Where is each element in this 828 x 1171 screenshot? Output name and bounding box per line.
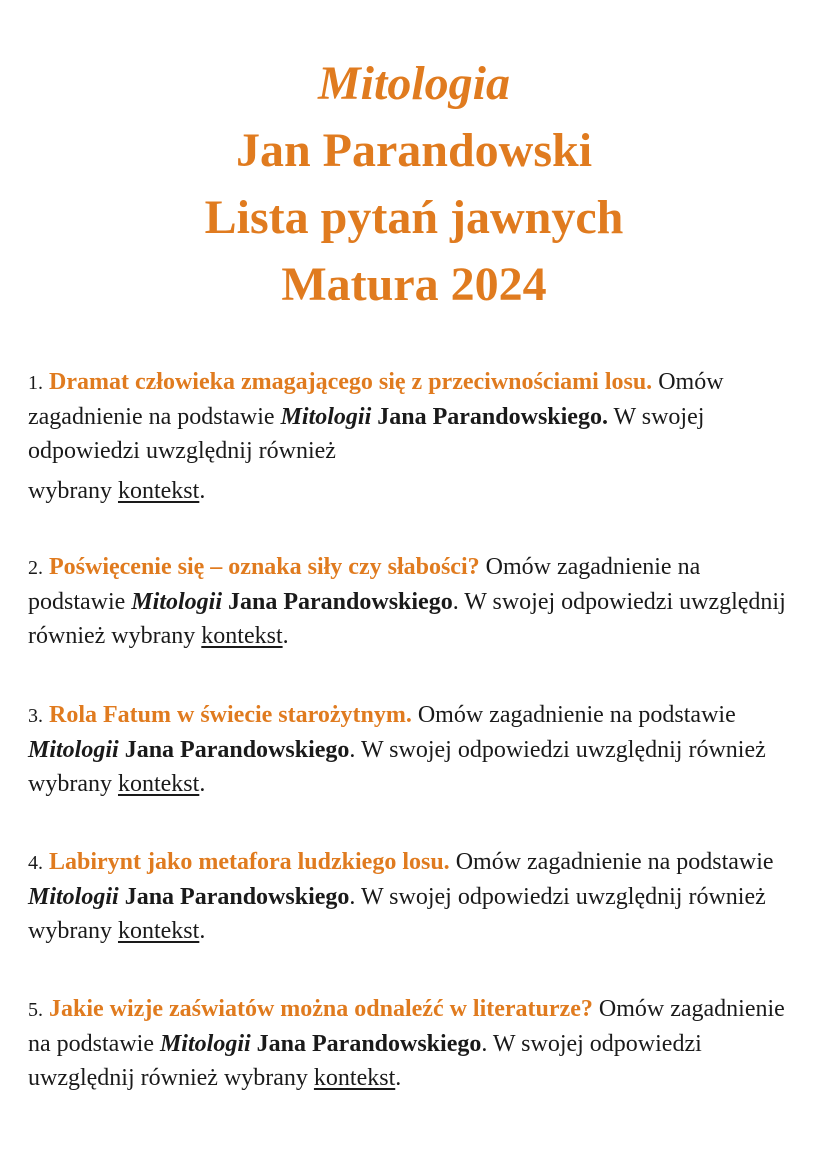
author-name: Jana Parandowskiego xyxy=(124,884,350,910)
context-word: kontekst xyxy=(117,918,200,944)
title-subject: Lista pytań jawnych xyxy=(204,191,624,244)
question-number: 4. xyxy=(28,852,43,874)
context-word: kontekst xyxy=(117,771,200,797)
question-2 xyxy=(28,550,800,653)
author-name: Jana Parandowskiego. xyxy=(377,404,608,430)
question-1 xyxy=(28,365,800,508)
sentence-end: . xyxy=(282,623,289,649)
question-5 xyxy=(28,992,800,1095)
question-instruction: . W swojej odpowiedzi uwzględnij również xyxy=(28,1031,702,1091)
question-instruction: W swojej odpowiedzi uwzględnij również xyxy=(28,404,705,464)
sentence-end: . xyxy=(199,771,206,797)
work-title: Mitologii xyxy=(280,404,372,430)
question-3 xyxy=(28,698,800,801)
sentence-end: . xyxy=(199,918,206,944)
question-prompt: Omów zagadnienie na podstawie xyxy=(455,849,774,875)
title-author: Jan Parandowski xyxy=(235,124,593,177)
question-instruction: . W swojej odpowiedzi uwzględnij również wybrany xyxy=(28,737,766,797)
question-instruction-end: wybrany xyxy=(28,478,112,504)
title-work: Mitologia xyxy=(317,57,511,110)
author-name: Jana Parandowskiego xyxy=(228,589,453,615)
question-prompt: Omów zagadnienie na podstawie xyxy=(28,369,724,430)
question-instruction: . W swojej odpowiedzi uwzględnij również wybrany xyxy=(28,884,766,944)
question-number: 2. xyxy=(28,557,43,579)
work-title: Mitologii xyxy=(131,589,222,615)
work-title: Mitologii xyxy=(159,1031,251,1057)
title-exam: Matura 2024 xyxy=(281,258,547,311)
question-headline: Labirynt jako metafora ludzkiego losu. xyxy=(49,849,450,875)
question-number: 3. xyxy=(28,705,43,727)
question-headline: Jakie wizje zaświatów można odnaleźć w literaturze? xyxy=(49,996,593,1022)
question-prompt: Omów zagadnienie na podstawie xyxy=(417,702,736,728)
question-instruction: . W swojej odpowiedzi uwzględnij również wybrany xyxy=(28,589,786,649)
author-name: Jana Parandowskiego xyxy=(124,737,350,763)
question-headline: Poświęcenie się – oznaka siły czy słabości? xyxy=(49,554,480,580)
work-title: Mitologii xyxy=(28,737,119,763)
question-headline: Rola Fatum w świecie starożytnym. xyxy=(49,702,412,728)
sentence-end: . xyxy=(395,1065,402,1091)
question-prompt: Omów zagadnienie na podstawie xyxy=(28,554,701,615)
page-title xyxy=(0,50,828,318)
context-word: kontekst xyxy=(201,623,283,649)
author-name: Jana Parandowskiego xyxy=(256,1031,482,1057)
question-4 xyxy=(28,845,800,948)
question-prompt: Omów zagadnienie na podstawie xyxy=(28,996,785,1057)
question-number: 1. xyxy=(28,372,43,394)
context-word: kontekst xyxy=(313,1065,396,1091)
question-instruction-end: wybrany xyxy=(223,1065,308,1091)
work-title: Mitologii xyxy=(28,884,119,910)
question-headline: Dramat człowieka zmagającego się z przeciwnościami losu. xyxy=(49,369,653,395)
sentence-end: . xyxy=(199,478,206,504)
context-word: kontekst xyxy=(117,478,200,504)
question-number: 5. xyxy=(28,999,43,1021)
